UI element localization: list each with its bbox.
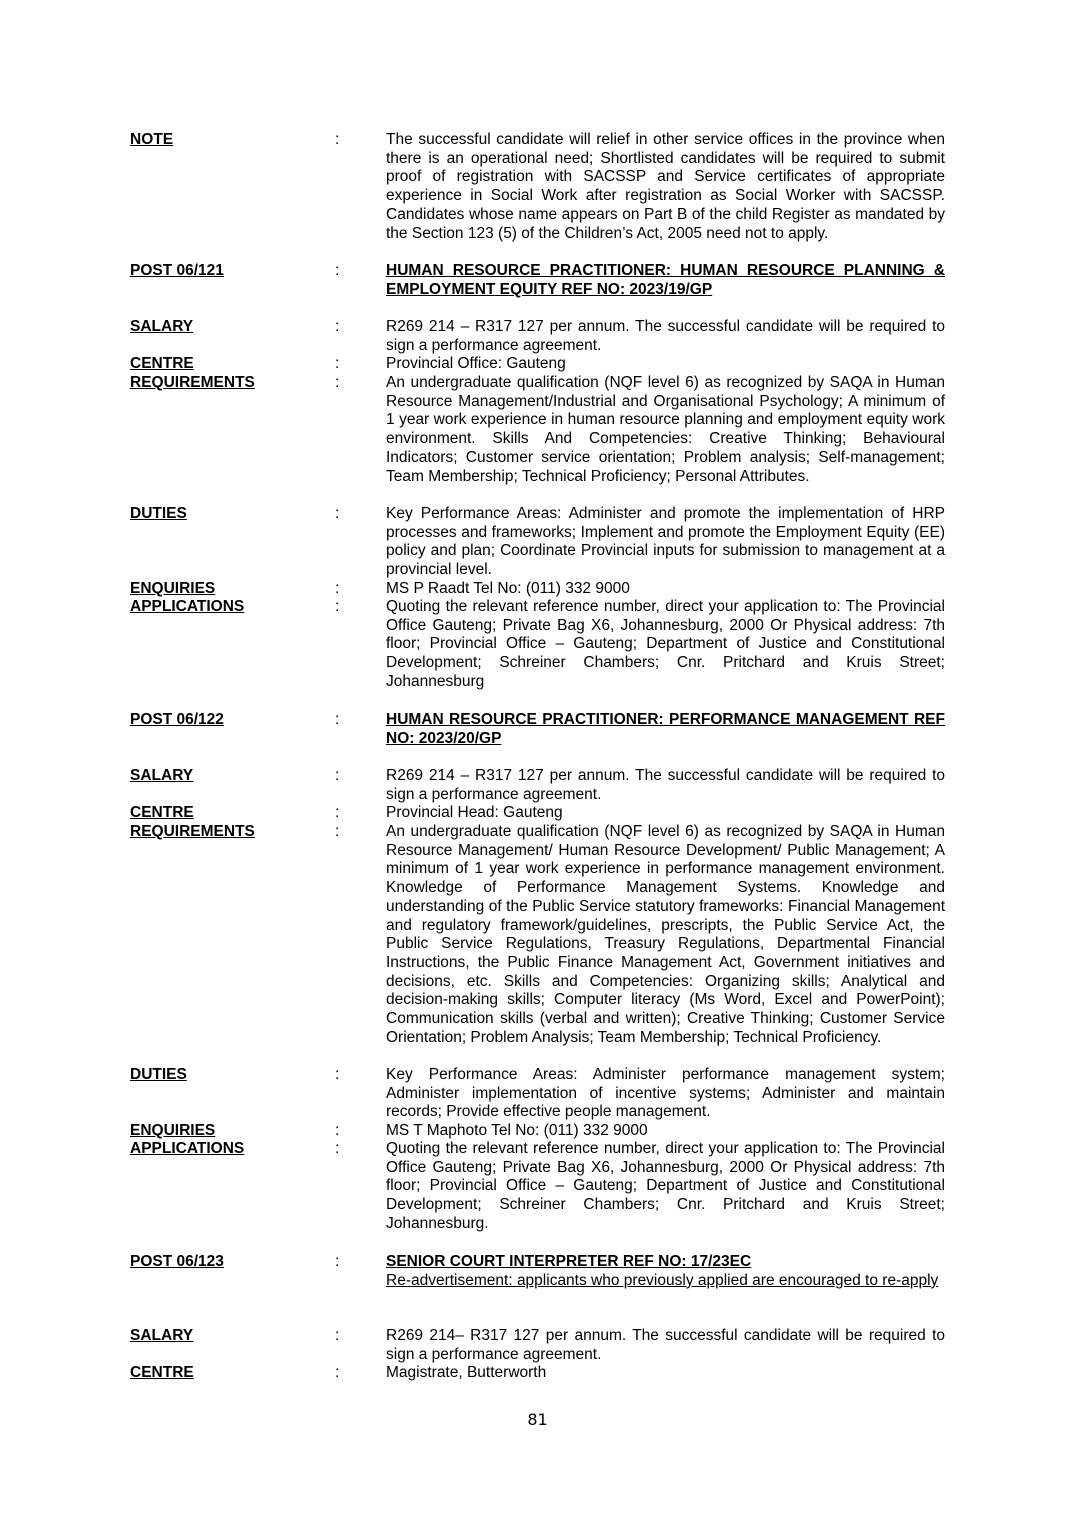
field-label: NOTE	[130, 131, 174, 148]
field-value: The successful candidate will relief in other service offices in the province when there is an operational need; Shortlisted candidates will be required to submit proof of registration with SACSSP and Service certificates of appropriate experience in Social Work after registration as Social Worker with SACSSP. Candidates whose name appears on Part B of the child Register as mandated by the Section 123 (5) of the Children’s Act, 2005 need not to apply.	[386, 131, 945, 242]
field-label: SALARY	[130, 767, 194, 784]
field-value: Quoting the relevant reference number, direct your application to: The Provincial Office Gauteng; Private Bag X6, Johannesburg, 2000 Or Physical address: 7th floor; Provincial Office – Gauteng; Department of Justice and Constitutional Development; Schreiner Chambers; Cnr. Pritchard and Kruis Street; Johannesburg	[386, 598, 945, 690]
field-value: Quoting the relevant reference number, direct your application to: The Provincial Office Gauteng; Private Bag X6, Johannesburg, 2000 Or Physical address: 7th floor; Provincial Office – Gauteng; Department of Justice and Constitutional Development; Schreiner Chambers; Cnr. Pritchard and Kruis Street; Johannesburg.	[386, 1140, 945, 1232]
field-label: CENTRE	[130, 1364, 194, 1381]
colon-separator: :	[335, 767, 340, 784]
colon-separator: :	[335, 131, 340, 148]
colon-separator: :	[335, 711, 340, 728]
colon-separator: :	[335, 505, 340, 522]
colon-separator: :	[335, 374, 340, 391]
post-title: HUMAN RESOURCE PRACTITIONER: HUMAN RESOURCE PLANNING & EMPLOYMENT EQUITY REF NO: 2023/19/GP	[386, 262, 945, 298]
post-title: HUMAN RESOURCE PRACTITIONER: PERFORMANCE MANAGEMENT REF NO: 2023/20/GP	[386, 711, 945, 747]
colon-separator: :	[335, 1327, 340, 1344]
field-label: SALARY	[130, 1327, 194, 1344]
field-value: Key Performance Areas: Administer performance management system; Administer implementation of incentive systems; Administer and maintain records; Provide effective people management.	[386, 1066, 945, 1121]
colon-separator: :	[335, 823, 340, 840]
field-label: ENQUIRIES	[130, 1122, 216, 1139]
field-label: SALARY	[130, 318, 194, 335]
page-number: 81	[527, 1410, 548, 1429]
colon-separator: :	[335, 1122, 340, 1139]
post-title: SENIOR COURT INTERPRETER REF NO: 17/23EC	[386, 1253, 752, 1270]
field-label: REQUIREMENTS	[130, 374, 255, 391]
colon-separator: :	[335, 804, 340, 821]
field-value: An undergraduate qualification (NQF level 6) as recognized by SAQA in Human Resource Management/Industrial and Organisational Psychology; A minimum of 1 year work experience in human resource planning and employment equity work environment. Skills And Competencies: Creative Thinking; Behavioural Indicators; Customer service orientation; Problem analysis; Self-management; Team Membership; Technical Proficiency; Personal Attributes.	[386, 374, 945, 485]
field-label: ENQUIRIES	[130, 580, 216, 597]
colon-separator: :	[335, 262, 340, 279]
post-title-block	[386, 1253, 945, 1290]
field-label: CENTRE	[130, 355, 194, 372]
field-label: APPLICATIONS	[130, 1140, 245, 1157]
field-value: Key Performance Areas: Administer and promote the implementation of HRP processes and frameworks; Implement and promote the Employment Equity (EE) policy and plan; Coordinate Provincial inputs for submission to management at a provincial level.	[386, 505, 945, 579]
field-value: R269 214 – R317 127 per annum. The successful candidate will be required to sign a performance agreement.	[386, 767, 945, 803]
colon-separator: :	[335, 318, 340, 335]
colon-separator: :	[335, 580, 340, 597]
field-value: MS T Maphoto Tel No: (011) 332 9000	[386, 1122, 648, 1139]
field-label: REQUIREMENTS	[130, 823, 255, 840]
post-number-label: POST 06/122	[130, 711, 224, 728]
post-note: Re-advertisement: applicants who previously applied are encouraged to re-apply	[386, 1271, 939, 1289]
field-value: MS P Raadt Tel No: (011) 332 9000	[386, 580, 630, 597]
field-value: Provincial Head: Gauteng	[386, 804, 563, 821]
field-value: Magistrate, Butterworth	[386, 1364, 547, 1381]
post-number-label: POST 06/121	[130, 262, 224, 279]
field-label: DUTIES	[130, 1066, 187, 1083]
colon-separator: :	[335, 1140, 340, 1157]
field-value: R269 214 – R317 127 per annum. The successful candidate will be required to sign a performance agreement.	[386, 318, 945, 354]
colon-separator: :	[335, 1364, 340, 1381]
field-label: DUTIES	[130, 505, 187, 522]
post-number-label: POST 06/123	[130, 1253, 224, 1270]
field-value: An undergraduate qualification (NQF level 6) as recognized by SAQA in Human Resource Management/ Human Resource Development/ Public Management; A minimum of 1 year work experience in performance management environment. Knowledge of Performance Management Systems. Knowledge and understanding of the Public Service statutory frameworks: Financial Management and regulatory framework/guidelines, prescripts, the Public Service Act, the Public Service Regulations, Treasury Regulations, Departmental Financial Instructions, the Public Finance Management Act, Government initiatives and decisions, etc. Skills and Competencies: Organizing skills; Analytical and decision-making skills; Computer literacy (Ms Word, Excel and PowerPoint); Communication skills (verbal and written); Creative Thinking; Customer Service Orientation; Problem Analysis; Team Membership; Technical Proficiency.	[386, 823, 945, 1046]
field-value: R269 214– R317 127 per annum. The successful candidate will be required to sign a performance agreement.	[386, 1327, 945, 1363]
field-value: Provincial Office: Gauteng	[386, 355, 566, 372]
colon-separator: :	[335, 1253, 340, 1270]
field-label: APPLICATIONS	[130, 598, 245, 615]
colon-separator: :	[335, 355, 340, 372]
colon-separator: :	[335, 598, 340, 615]
field-label: CENTRE	[130, 804, 194, 821]
colon-separator: :	[335, 1066, 340, 1083]
